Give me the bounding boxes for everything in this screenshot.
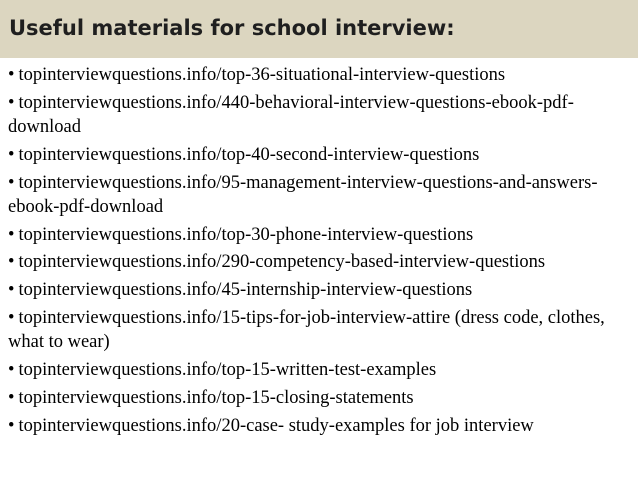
list-item-text: topinterviewquestions.info/20-case- study-examples for job interview [18,415,534,436]
list-item-text: topinterviewquestions.info/15-tips-for-job-interview-attire (dress code, clothes, what to wear) [8,307,605,353]
list-item [8,278,630,302]
list-item [8,91,630,139]
list-item-text: topinterviewquestions.info/440-behavioral-interview-questions-ebook-pdf-download [8,92,574,137]
list-item [8,414,630,438]
bullet: • [8,280,15,301]
materials-list [8,63,630,441]
title-band [0,0,638,58]
bullet: • [8,92,15,113]
list-item-text: topinterviewquestions.info/top-30-phone-interview-questions [18,224,474,245]
slide-title: Useful materials for school interview: [9,16,455,40]
list-item [8,306,630,354]
bullet: • [8,172,15,193]
list-item-text: topinterviewquestions.info/top-36-situational-interview-questions [18,65,506,85]
list-item [8,386,630,410]
list-item-text: topinterviewquestions.info/290-competency-based-interview-questions [18,252,546,273]
bullet: • [8,224,15,245]
bullet: • [8,415,15,436]
list-item-text: topinterviewquestions.info/95-management-interview-questions-and-answers-ebook-pdf-download [8,172,598,217]
bullet: • [8,387,15,408]
list-item [8,223,630,247]
bullet: • [8,252,15,273]
list-item [8,143,630,167]
bullet: • [8,65,15,85]
bullet: • [8,307,15,328]
list-item-text: topinterviewquestions.info/top-15-closing-statements [18,387,414,408]
list-item [8,358,630,382]
list-item-text: topinterviewquestions.info/top-40-second-interview-questions [18,144,480,165]
list-item-text: topinterviewquestions.info/45-internship-interview-questions [18,280,473,301]
list-item [8,63,630,87]
bullet: • [8,359,15,380]
list-item [8,171,630,219]
bullet: • [8,144,15,165]
list-item-text: topinterviewquestions.info/top-15-written-test-examples [18,359,437,380]
list-item [8,250,630,274]
